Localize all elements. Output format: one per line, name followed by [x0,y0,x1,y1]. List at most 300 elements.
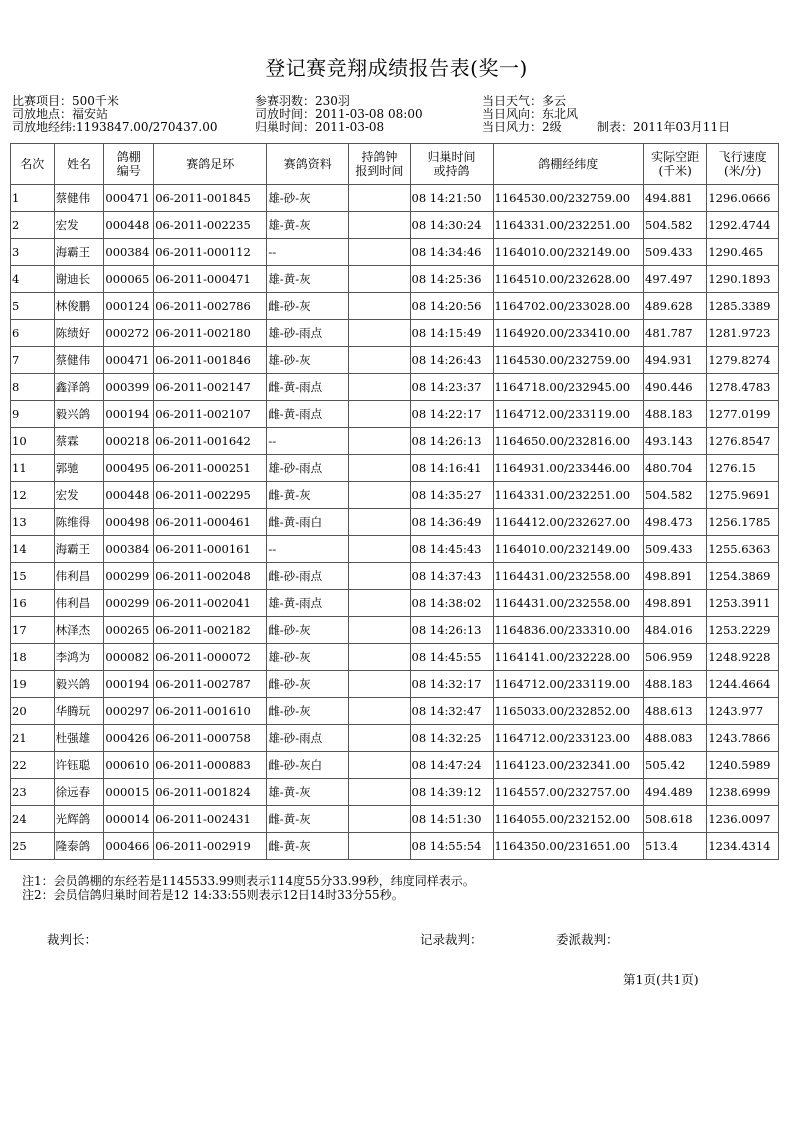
cell-loft-id: 000448 [104,212,154,239]
table-row [11,212,779,239]
cell-name: 蔡健伟 [54,347,104,374]
cell-loft-coordinates: 1164931.00/233446.00 [493,455,643,482]
cell-loft-id: 000014 [104,806,154,833]
cell-name: 宏发 [54,212,104,239]
cell-loft-id: 000498 [104,509,154,536]
cell-distance: 480.704 [644,455,707,482]
cell-distance: 505.42 [644,752,707,779]
cell-bird-info: 雌-砂-灰 [267,293,349,320]
table-row [11,347,779,374]
cell-clock-report-time [349,266,410,293]
cell-loft-coordinates: 1164350.00/231651.00 [493,833,643,860]
cell-bird-info: 雌-黄-灰 [267,806,349,833]
cell-clock-report-time [349,833,410,860]
table-row [11,509,779,536]
cell-name: 陈绩好 [54,320,104,347]
column-header-ring-number: 赛鸽足环 [154,144,267,185]
cell-clock-report-time [349,644,410,671]
cell-ring-number: 06-2011-001642 [154,428,267,455]
cell-name: 鑫泽鸽 [54,374,104,401]
cell-ring-number: 06-2011-000883 [154,752,267,779]
cell-loft-id: 000194 [104,401,154,428]
cell-rank: 24 [11,806,55,833]
cell-distance: 488.613 [644,698,707,725]
cell-speed: 1278.4783 [707,374,779,401]
report-title: 登记赛竞翔成绩报告表(奖一) [265,56,528,80]
cell-bird-info: 雌-砂-灰 [267,617,349,644]
cell-loft-coordinates: 1164431.00/232558.00 [493,563,643,590]
cell-name: 许钰聪 [54,752,104,779]
cell-rank: 9 [11,401,55,428]
table-row [11,725,779,752]
cell-bird-info: 雄-砂-雨点 [267,320,349,347]
cell-clock-report-time [349,617,410,644]
table-row [11,806,779,833]
table-row [11,266,779,293]
note-2: 注2：会员信鸽归巢时间若是12 14:33:55则表示12日14时33分55秒。 [22,888,404,902]
cell-arrival-time: 08 14:30:24 [410,212,493,239]
cell-name: 蔡霖 [54,428,104,455]
table-row [11,293,779,320]
cell-distance: 493.143 [644,428,707,455]
cell-bird-info: 雌-黄-灰 [267,482,349,509]
cell-rank: 2 [11,212,55,239]
table-row [11,239,779,266]
cell-ring-number: 06-2011-000251 [154,455,267,482]
table-row [11,455,779,482]
cell-loft-id: 000218 [104,428,154,455]
cell-distance: 506.959 [644,644,707,671]
cell-distance: 481.787 [644,320,707,347]
cell-arrival-time: 08 14:15:49 [410,320,493,347]
table-row [11,563,779,590]
cell-arrival-time: 08 14:47:24 [410,752,493,779]
cell-loft-id: 000448 [104,482,154,509]
cell-clock-report-time [349,401,410,428]
cell-loft-coordinates: 1164712.00/233123.00 [493,725,643,752]
cell-name: 宏发 [54,482,104,509]
cell-name: 毅兴鸽 [54,401,104,428]
cell-speed: 1292.4744 [707,212,779,239]
cell-arrival-time: 08 14:16:41 [410,455,493,482]
column-header-bird-info: 赛鸽资料 [267,144,349,185]
cell-rank: 19 [11,671,55,698]
column-header-loft-id: 鸽棚 编号 [104,144,154,185]
cell-ring-number: 06-2011-002107 [154,401,267,428]
cell-speed: 1253.3911 [707,590,779,617]
notes [22,874,475,902]
cell-loft-coordinates: 1164010.00/232149.00 [493,239,643,266]
cell-loft-id: 000495 [104,455,154,482]
cell-bird-info: 雌-砂-灰白 [267,752,349,779]
cell-rank: 16 [11,590,55,617]
cell-speed: 1279.8274 [707,347,779,374]
cell-distance: 504.582 [644,212,707,239]
cell-loft-coordinates: 1164431.00/232558.00 [493,590,643,617]
cell-distance: 494.881 [644,185,707,212]
cell-rank: 8 [11,374,55,401]
table-row [11,374,779,401]
cell-loft-coordinates: 1164836.00/233310.00 [493,617,643,644]
cell-speed: 1276.15 [707,455,779,482]
cell-speed: 1254.3869 [707,563,779,590]
cell-clock-report-time [349,698,410,725]
meta-column-2 [255,95,423,134]
cell-distance: 484.016 [644,617,707,644]
cell-loft-id: 000426 [104,725,154,752]
cell-rank: 21 [11,725,55,752]
cell-arrival-time: 08 14:20:56 [410,293,493,320]
cell-bird-info: -- [267,428,349,455]
cell-loft-id: 000082 [104,644,154,671]
cell-distance: 508.618 [644,806,707,833]
table-header-row [11,144,779,185]
cell-ring-number: 06-2011-000072 [154,644,267,671]
cell-distance: 488.183 [644,401,707,428]
cell-loft-id: 000471 [104,347,154,374]
cell-loft-id: 000471 [104,185,154,212]
cell-ring-number: 06-2011-000161 [154,536,267,563]
cell-loft-id: 000065 [104,266,154,293]
cell-bird-info: 雄-黄-灰 [267,266,349,293]
column-header-clock-report-time: 持鸽钟 报到时间 [349,144,410,185]
cell-distance: 489.628 [644,293,707,320]
table-row [11,401,779,428]
column-header-name: 姓名 [54,144,104,185]
cell-name: 隆泰鸽 [54,833,104,860]
cell-speed: 1243.7866 [707,725,779,752]
cell-arrival-time: 08 14:36:49 [410,509,493,536]
cell-ring-number: 06-2011-002919 [154,833,267,860]
cell-arrival-time: 08 14:37:43 [410,563,493,590]
cell-name: 谢迪长 [54,266,104,293]
cell-arrival-time: 08 14:25:36 [410,266,493,293]
cell-loft-coordinates: 1164331.00/232251.00 [493,212,643,239]
cell-loft-coordinates: 1164702.00/233028.00 [493,293,643,320]
cell-rank: 17 [11,617,55,644]
cell-loft-coordinates: 1164712.00/233119.00 [493,401,643,428]
meta-column-1 [12,95,218,134]
cell-bird-info: 雌-砂-灰 [267,698,349,725]
meta-weather: 当日天气：多云 [482,94,567,108]
cell-bird-info: 雄-砂-雨点 [267,455,349,482]
cell-loft-coordinates: 1164510.00/232628.00 [493,266,643,293]
cell-distance: 498.473 [644,509,707,536]
cell-loft-coordinates: 1164412.00/232627.00 [493,509,643,536]
cell-name: 伟利昌 [54,563,104,590]
cell-arrival-time: 08 14:35:27 [410,482,493,509]
cell-distance: 509.433 [644,536,707,563]
cell-clock-report-time [349,320,410,347]
cell-bird-info: 雌-黄-灰 [267,833,349,860]
cell-ring-number: 06-2011-002295 [154,482,267,509]
cell-distance: 490.446 [644,374,707,401]
meta-event: 比赛项目：500千米 [12,94,119,108]
cell-loft-id: 000015 [104,779,154,806]
cell-bird-info: 雄-黄-灰 [267,212,349,239]
cell-clock-report-time [349,671,410,698]
cell-clock-report-time [349,347,410,374]
cell-loft-coordinates: 1164010.00/232149.00 [493,536,643,563]
cell-name: 光辉鸽 [54,806,104,833]
cell-clock-report-time [349,293,410,320]
table-row [11,536,779,563]
cell-rank: 10 [11,428,55,455]
cell-distance: 488.083 [644,725,707,752]
cell-speed: 1290.1893 [707,266,779,293]
cell-loft-id: 000399 [104,374,154,401]
cell-rank: 7 [11,347,55,374]
cell-rank: 18 [11,644,55,671]
cell-arrival-time: 08 14:21:50 [410,185,493,212]
cell-loft-coordinates: 1164530.00/232759.00 [493,185,643,212]
cell-distance: 497.497 [644,266,707,293]
cell-loft-id: 000299 [104,563,154,590]
cell-name: 林泽杰 [54,617,104,644]
cell-ring-number: 06-2011-002235 [154,212,267,239]
cell-rank: 4 [11,266,55,293]
cell-clock-report-time [349,806,410,833]
cell-bird-info: 雄-黄-雨点 [267,590,349,617]
cell-loft-id: 000265 [104,617,154,644]
cell-rank: 1 [11,185,55,212]
cell-loft-coordinates: 1164650.00/232816.00 [493,428,643,455]
cell-ring-number: 06-2011-001846 [154,347,267,374]
cell-loft-id: 000272 [104,320,154,347]
cell-distance: 513.4 [644,833,707,860]
table-row [11,671,779,698]
cell-bird-info: -- [267,239,349,266]
cell-loft-id: 000384 [104,239,154,266]
cell-name: 李鸿为 [54,644,104,671]
cell-clock-report-time [349,509,410,536]
cell-arrival-time: 08 14:26:43 [410,347,493,374]
cell-rank: 25 [11,833,55,860]
cell-loft-coordinates: 1164920.00/233410.00 [493,320,643,347]
cell-name: 海霸王 [54,239,104,266]
cell-arrival-time: 08 14:39:12 [410,779,493,806]
cell-arrival-time: 08 14:22:17 [410,401,493,428]
cell-ring-number: 06-2011-001824 [154,779,267,806]
note-1: 注1：会员鸽棚的东经若是1145533.99则表示114度55分33.99秒，纬度同样表示。 [22,874,475,888]
chief-referee-label: 裁判长： [47,932,98,947]
meta-coords: 司放地经纬:1193847.00/270437.00 [12,120,218,134]
table-row [11,590,779,617]
cell-speed: 1238.6999 [707,779,779,806]
cell-clock-report-time [349,455,410,482]
cell-speed: 1285.3389 [707,293,779,320]
cell-loft-id: 000194 [104,671,154,698]
cell-distance: 509.433 [644,239,707,266]
cell-arrival-time: 08 14:32:17 [410,671,493,698]
cell-speed: 1248.9228 [707,644,779,671]
cell-loft-coordinates: 1164712.00/233119.00 [493,671,643,698]
cell-loft-coordinates: 1164718.00/232945.00 [493,374,643,401]
cell-distance: 504.582 [644,482,707,509]
column-header-rank: 名次 [11,144,55,185]
cell-name: 陈维得 [54,509,104,536]
cell-name: 林俊鹏 [54,293,104,320]
meta-wind-force: 当日风力：2级 [482,120,562,134]
cell-loft-coordinates: 1164557.00/232757.00 [493,779,643,806]
cell-ring-number: 06-2011-000471 [154,266,267,293]
table-row [11,779,779,806]
cell-bird-info: 雄-砂-灰 [267,347,349,374]
cell-rank: 11 [11,455,55,482]
cell-ring-number: 06-2011-002180 [154,320,267,347]
cell-speed: 1275.9691 [707,482,779,509]
cell-ring-number: 06-2011-002048 [154,563,267,590]
results-table [10,143,779,860]
cell-loft-coordinates: 1164530.00/232759.00 [493,347,643,374]
cell-name: 郭驰 [54,455,104,482]
cell-rank: 20 [11,698,55,725]
cell-speed: 1240.5989 [707,752,779,779]
cell-bird-info: 雄-砂-灰 [267,185,349,212]
cell-clock-report-time [349,752,410,779]
cell-name: 华腾玩 [54,698,104,725]
table-row [11,185,779,212]
column-header-arrival-time: 归巢时间 或持鸽 [410,144,493,185]
cell-rank: 12 [11,482,55,509]
cell-loft-coordinates: 1164123.00/232341.00 [493,752,643,779]
meta-location: 司放地点：福安站 [12,107,109,121]
cell-speed: 1243.977 [707,698,779,725]
meta-entries: 参赛羽数：230羽 [255,94,350,108]
cell-bird-info: -- [267,536,349,563]
cell-rank: 6 [11,320,55,347]
table-row [11,833,779,860]
cell-name: 杜强雄 [54,725,104,752]
cell-name: 蔡健伟 [54,185,104,212]
meta-column-3 [482,95,578,134]
cell-speed: 1296.0666 [707,185,779,212]
cell-clock-report-time [349,563,410,590]
cell-rank: 23 [11,779,55,806]
cell-speed: 1244.4664 [707,671,779,698]
cell-clock-report-time [349,185,410,212]
cell-name: 徐远春 [54,779,104,806]
cell-speed: 1290.465 [707,239,779,266]
cell-ring-number: 06-2011-002147 [154,374,267,401]
cell-loft-id: 000124 [104,293,154,320]
cell-bird-info: 雌-砂-灰 [267,671,349,698]
cell-ring-number: 06-2011-002041 [154,590,267,617]
column-header-loft-coordinates: 鸽棚经纬度 [493,144,643,185]
table-body [11,185,779,860]
meta-prepared-date: 制表：2011年03月11日 [597,120,731,134]
cell-rank: 5 [11,293,55,320]
delegate-referee-label: 委派裁判： [556,932,619,947]
cell-speed: 1236.0097 [707,806,779,833]
table-row [11,320,779,347]
cell-rank: 14 [11,536,55,563]
cell-arrival-time: 08 14:26:13 [410,428,493,455]
meta-wind-direction: 当日风向：东北风 [482,107,579,121]
cell-rank: 3 [11,239,55,266]
cell-name: 毅兴鸽 [54,671,104,698]
meta-return-time: 归巢时间：2011-03-08 [255,120,385,134]
cell-arrival-time: 08 14:45:55 [410,644,493,671]
cell-bird-info: 雌-黄-雨点 [267,374,349,401]
cell-speed: 1255.6363 [707,536,779,563]
cell-arrival-time: 08 14:32:25 [410,725,493,752]
cell-loft-id: 000299 [104,590,154,617]
cell-distance: 494.931 [644,347,707,374]
cell-clock-report-time [349,482,410,509]
column-header-distance: 实际空距 (千米) [644,144,707,185]
cell-ring-number: 06-2011-001610 [154,698,267,725]
cell-clock-report-time [349,212,410,239]
cell-arrival-time: 08 14:34:46 [410,239,493,266]
cell-arrival-time: 08 14:26:13 [410,617,493,644]
cell-loft-coordinates: 1164055.00/232152.00 [493,806,643,833]
cell-speed: 1253.2229 [707,617,779,644]
cell-loft-id: 000466 [104,833,154,860]
cell-name: 海霸王 [54,536,104,563]
cell-rank: 15 [11,563,55,590]
cell-clock-report-time [349,536,410,563]
table-row [11,644,779,671]
cell-speed: 1276.8547 [707,428,779,455]
cell-arrival-time: 08 14:55:54 [410,833,493,860]
cell-loft-coordinates: 1164331.00/232251.00 [493,482,643,509]
cell-loft-coordinates: 1165033.00/232852.00 [493,698,643,725]
cell-ring-number: 06-2011-002431 [154,806,267,833]
cell-arrival-time: 08 14:23:37 [410,374,493,401]
cell-speed: 1256.1785 [707,509,779,536]
cell-speed: 1234.4314 [707,833,779,860]
cell-arrival-time: 08 14:32:47 [410,698,493,725]
cell-arrival-time: 08 14:45:43 [410,536,493,563]
cell-distance: 494.489 [644,779,707,806]
table-row [11,428,779,455]
cell-clock-report-time [349,239,410,266]
page-number: 第1页(共1页) [623,972,699,987]
table-row [11,698,779,725]
cell-ring-number: 06-2011-002182 [154,617,267,644]
cell-bird-info: 雄-砂-灰 [267,644,349,671]
cell-clock-report-time [349,590,410,617]
column-header-speed: 飞行速度 (米/分) [707,144,779,185]
cell-loft-id: 000610 [104,752,154,779]
table-row [11,752,779,779]
cell-speed: 1281.9723 [707,320,779,347]
cell-ring-number: 06-2011-000758 [154,725,267,752]
cell-ring-number: 06-2011-001845 [154,185,267,212]
cell-distance: 488.183 [644,671,707,698]
cell-ring-number: 06-2011-002786 [154,293,267,320]
cell-name: 伟利昌 [54,590,104,617]
cell-clock-report-time [349,779,410,806]
cell-bird-info: 雌-黄-雨白 [267,509,349,536]
cell-rank: 13 [11,509,55,536]
cell-arrival-time: 08 14:51:30 [410,806,493,833]
cell-clock-report-time [349,725,410,752]
cell-clock-report-time [349,428,410,455]
cell-bird-info: 雄-黄-灰 [267,779,349,806]
cell-speed: 1277.0199 [707,401,779,428]
cell-loft-coordinates: 1164141.00/232228.00 [493,644,643,671]
cell-bird-info: 雌-黄-雨点 [267,401,349,428]
cell-bird-info: 雄-砂-雨点 [267,725,349,752]
cell-ring-number: 06-2011-000112 [154,239,267,266]
meta-release-time: 司放时间：2011-03-08 08:00 [255,107,423,121]
cell-clock-report-time [349,374,410,401]
cell-distance: 498.891 [644,563,707,590]
cell-loft-id: 000384 [104,536,154,563]
cell-distance: 498.891 [644,590,707,617]
